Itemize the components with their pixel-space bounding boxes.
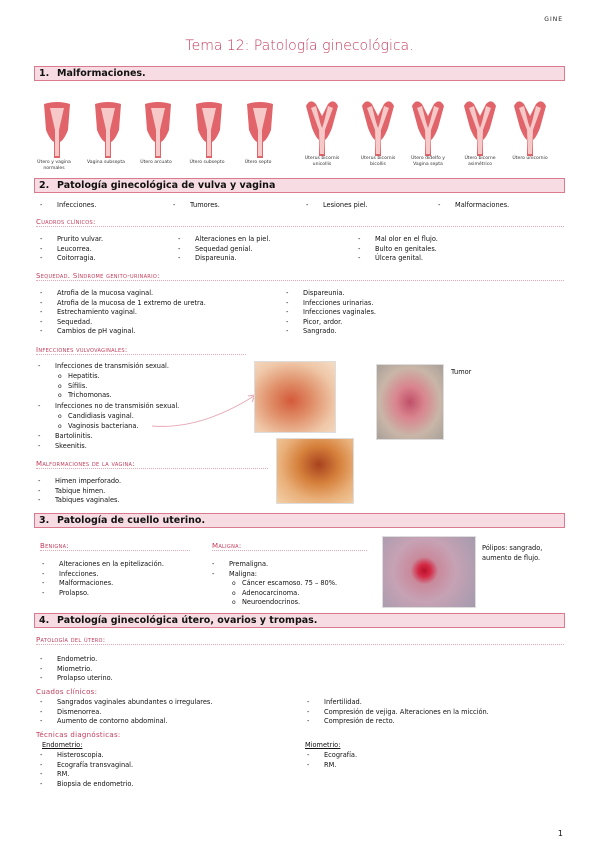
list-item: - Alteraciones en la piel. (178, 235, 270, 245)
infecciones-other (38, 432, 93, 451)
polipos-label: Pólipos: sangrado, aumento de flujo. (482, 544, 543, 562)
list-item: - Malformaciones. (42, 579, 164, 589)
sequedad-col-2 (286, 289, 376, 337)
list-item: - Skeenitis. (38, 442, 93, 452)
caption-5: Útero septo (244, 160, 272, 165)
cuadros-col-3 (358, 235, 438, 264)
uterus-septo (247, 102, 273, 158)
section-number: 1. (39, 68, 50, 79)
list-item: - Histeroscopia. (40, 751, 133, 761)
tecnicas-heading: Técnicas diagnósticas: (36, 731, 121, 739)
benigna-heading: Benigna: (40, 542, 190, 551)
list-item: - Sangrado. (286, 327, 376, 337)
maligna-sublist (212, 579, 337, 608)
header-tag: GINE (544, 16, 563, 23)
clinical-photo-cervical-polyp (382, 536, 476, 608)
list-item: - RM. (40, 770, 133, 780)
section-header-utero-ovarios (34, 613, 565, 628)
list-item: - Dispareunia. (178, 254, 270, 264)
section-title: Malformaciones. (57, 68, 146, 79)
malformaciones-vagina-list (38, 477, 121, 506)
section-number: 2. (39, 180, 50, 191)
caption-6: Uterus bicornis unicollis (304, 156, 340, 167)
section-header-malformaciones (34, 66, 565, 81)
caption-1: Útero y vagina normales (37, 160, 71, 171)
vulva-topic-4 (438, 201, 509, 211)
list-item: - Bulto en genitales. (358, 245, 438, 255)
infecciones-heading: Infecciones vulvovaginales: (36, 346, 246, 355)
uterus-arcuato (145, 102, 171, 158)
section-number: 3. (39, 515, 50, 526)
cuadros-clinicos-heading: Cuadros clínicos: (36, 218, 564, 227)
uteri-drawings (34, 98, 565, 160)
maligna-list (212, 560, 268, 579)
list-item: - Dismenorrea. (40, 708, 212, 718)
list-item: - Infecciones no de transmisión sexual. (38, 402, 179, 412)
uterine-malformations-illustration (34, 98, 565, 176)
list-item: - Maligna: (212, 570, 268, 580)
list-item: - Infecciones. (40, 201, 96, 211)
list-item: - Infecciones urinarias. (286, 299, 376, 309)
page-number: 1 (557, 829, 563, 838)
list-item: - Leucorrea. (40, 245, 103, 255)
section-title: Patología ginecológica de vulva y vagina (57, 180, 276, 191)
list-item: o Vaginosis bacteriana. (38, 422, 138, 432)
vulva-topic-3 (306, 201, 368, 211)
caption-4: Útero subsepto (189, 160, 225, 165)
list-item: o Cáncer escamoso. 75 – 80%. (212, 579, 337, 589)
list-item: - Premaligna. (212, 560, 268, 570)
caption-7: Uterus bicornis bicollis (360, 156, 396, 167)
list-item: - Sequedad. (40, 318, 206, 328)
list-item: - Aumento de contorno abdominal. (40, 717, 212, 727)
list-item: - Sangrados vaginales abundantes o irregulares. (40, 698, 212, 708)
caption-8: Útero didelfo y Vagina septa (411, 156, 445, 167)
list-item: - Compresión de recto. (307, 717, 489, 727)
cuadros-utero-col-1 (40, 698, 212, 727)
caption-10: Útero unicornio (512, 156, 548, 161)
miometrio-list (307, 751, 357, 770)
clinical-photo-vulva-infection (254, 361, 336, 433)
cuadros-utero-heading: Cuados clínicos: (36, 688, 98, 696)
list-item: o Neuroendocrinos. (212, 598, 337, 608)
list-item: - Alteraciones en la epitelización. (42, 560, 164, 570)
cuadros-utero-col-2 (307, 698, 489, 727)
uterus-vagina-subsepta (95, 102, 121, 158)
list-item: - Himen imperforado. (38, 477, 121, 487)
list-item: - Estrechamiento vaginal. (40, 308, 206, 318)
patologia-utero-list (40, 655, 113, 684)
uterus-bicornis-unicollis (306, 101, 338, 156)
maligna-heading: Maligna: (212, 542, 367, 551)
list-item: - Prurito vulvar. (40, 235, 103, 245)
infecciones-list (38, 362, 169, 372)
uterus-unicornio (514, 101, 546, 156)
section-number: 4. (39, 615, 50, 626)
section-title: Patología ginecológica útero, ovarios y trompas. (57, 615, 318, 626)
miometrio-heading: Miometrio: (305, 741, 341, 749)
list-item: - Infecciones vaginales. (286, 308, 376, 318)
list-item: o Adenocarcinoma. (212, 589, 337, 599)
uterus-didelfo (412, 101, 444, 156)
uterus-bicorne-asimetrico (464, 101, 496, 156)
list-item: - Coitorragia. (40, 254, 103, 264)
list-item: - Atrofia de la mucosa de 1 extremo de uretra. (40, 299, 206, 309)
list-item: - Mal olor en el flujo. (358, 235, 438, 245)
clinical-photo-vaginal-malformation (276, 438, 354, 504)
uterus-normal (44, 102, 70, 158)
list-item: - Sequedad genial. (178, 245, 270, 255)
list-item: - Ecografía transvaginal. (40, 761, 133, 771)
list-item: o Trichomonas. (38, 391, 112, 401)
uterus-bicornis-bicollis (362, 101, 394, 156)
malformaciones-vagina-heading: Malformaciones de la vagina: (36, 460, 268, 469)
list-item: - Infecciones de transmisión sexual. (38, 362, 169, 372)
list-item: - Cambios de pH vaginal. (40, 327, 206, 337)
vulva-topic-1 (40, 201, 96, 211)
list-item: - Tumores. (173, 201, 220, 211)
list-item: - Compresión de vejiga. Alteraciones en la micción. (307, 708, 489, 718)
list-item: - Bartolinitis. (38, 432, 93, 442)
endometrio-heading: Endometrio: (42, 741, 83, 749)
infecciones-ets-sublist (38, 372, 112, 401)
list-item: - Infertilidad. (307, 698, 489, 708)
list-item: - Lesiones piel. (306, 201, 368, 211)
sequedad-heading: Sequedad. Síndrome genito-urinario: (36, 272, 564, 281)
list-item: - Prolapso. (42, 589, 164, 599)
caption-9: Útero bicorne asimétrico (464, 156, 496, 167)
list-item: - Malformaciones. (438, 201, 509, 211)
list-item: o Sífilis. (38, 382, 112, 392)
list-item: - Prolapso uterino. (40, 674, 113, 684)
section-header-cuello-uterino (34, 513, 565, 528)
page-title: Tema 12: Patología ginecológica. (185, 38, 414, 54)
list-item: - Endometrio. (40, 655, 113, 665)
list-item: - Tabique himen. (38, 487, 121, 497)
patologia-utero-heading: Patología del útero: (36, 636, 564, 645)
section-title: Patología de cuello uterino. (57, 515, 206, 526)
clinical-photo-tumor (376, 364, 444, 440)
list-item: - Ecografía. (307, 751, 357, 761)
pointer-arrow (150, 390, 260, 430)
list-item: o Candidiasis vaginal. (38, 412, 138, 422)
list-item: - Biopsia de endometrio. (40, 780, 133, 790)
list-item: - Atrofia de la mucosa vaginal. (40, 289, 206, 299)
list-item: - RM. (307, 761, 357, 771)
list-item: - Dispareunia. (286, 289, 376, 299)
list-item: - Miometrio. (40, 665, 113, 675)
list-item: o Hepatitis. (38, 372, 112, 382)
caption-2: Vagina subsepta (87, 160, 125, 165)
uterus-subsepto (196, 102, 222, 158)
caption-3: Útero arcuato (140, 160, 172, 165)
vulva-topic-2 (173, 201, 220, 211)
list-item: - Picor, ardor. (286, 318, 376, 328)
cuadros-col-1 (40, 235, 103, 264)
benigna-list (42, 560, 164, 598)
sequedad-col-1 (40, 289, 206, 337)
cuadros-col-2 (178, 235, 270, 264)
list-item: - Tabiques vaginales. (38, 496, 121, 506)
section-header-vulva-vagina (34, 178, 565, 193)
endometrio-list (40, 751, 133, 789)
list-item: - Infecciones. (42, 570, 164, 580)
infecciones-no-ets-sublist (38, 412, 138, 431)
list-item: - Úlcera genital. (358, 254, 438, 264)
tumor-label: Tumor (451, 368, 472, 376)
